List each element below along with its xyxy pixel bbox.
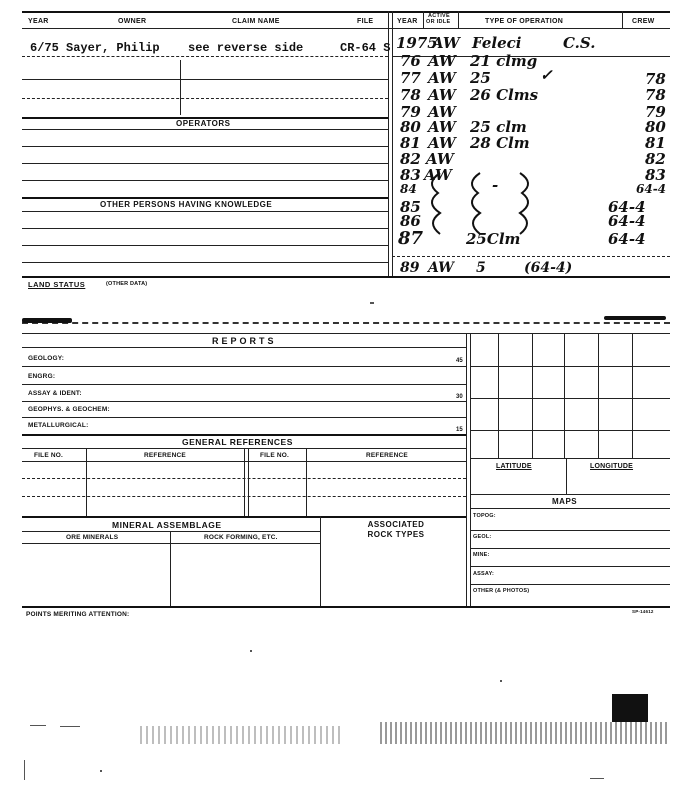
maps-heading: MAPS (552, 497, 578, 506)
op-status: AW (428, 134, 456, 152)
longitude-label: LONGITUDE (590, 463, 634, 470)
op-type: 25 clm (470, 118, 527, 136)
latitude-label: LATITUDE (496, 463, 532, 470)
ore-minerals-col: ORE MINERALS (66, 534, 119, 541)
op-type: Feleci (472, 34, 522, 52)
op-crew: 80 (645, 118, 666, 136)
gen-ref-col-reference: REFERENCE (144, 452, 186, 459)
report-metallurgical-num: 15 (456, 427, 463, 433)
gen-ref-col-file-no: FILE NO. (34, 452, 64, 459)
op-crew: 64-4 (608, 212, 646, 230)
report-engrg: ENGRG: (28, 373, 56, 380)
op-crew: 83 (645, 166, 666, 184)
op-crew: 78 (645, 86, 666, 104)
op-extra: (64-4) (524, 260, 573, 276)
op-crew: 78 (645, 70, 666, 88)
op-year: 83 (400, 166, 421, 184)
header-owner: OWNER (118, 18, 147, 25)
brace-scribbles (420, 168, 580, 238)
header-type-of-operation: TYPE OF OPERATION (485, 18, 564, 25)
op-type: 28 Clm (470, 134, 530, 152)
op-status: AW (424, 166, 452, 184)
header-year: YEAR (28, 18, 49, 25)
scan-noise-band-left (140, 726, 340, 744)
land-status-sub: (OTHER DATA) (106, 281, 148, 287)
op-extra: ✓ (540, 66, 553, 84)
op-status: AW (428, 52, 456, 70)
op-status: AW (428, 260, 454, 276)
header-crew: CREW (632, 18, 655, 25)
report-assay-num: 30 (456, 394, 463, 400)
maps-assay: ASSAY: (473, 571, 495, 577)
claim-name-entry: see reverse side (188, 41, 304, 55)
form-number: SP-14612 (632, 609, 654, 614)
scan-noise-band-right (380, 722, 670, 744)
header-active: ACTIVE (428, 13, 450, 19)
maps-mine: MINE: (473, 552, 490, 558)
op-status: AW (428, 118, 456, 136)
op-status: AW (428, 69, 456, 87)
report-geology-num: 45 (456, 358, 463, 364)
report-geophys: GEOPHYS. & GEOCHEM: (28, 406, 110, 413)
header-or-idle: OR IDLE (426, 19, 451, 25)
op-status: AW (432, 34, 460, 52)
op-type: 25Clm (466, 230, 521, 248)
op-crew: 82 (645, 150, 666, 168)
owner-entry: 6/75 Sayer, Philip (30, 41, 160, 55)
op-year: 84 (400, 182, 417, 196)
mineral-assemblage-heading: MINERAL ASSEMBLAGE (112, 520, 222, 530)
header-file: FILE (357, 18, 374, 25)
header-year-2: YEAR (397, 18, 418, 25)
file-entry: CR-64 S (340, 41, 391, 55)
report-geology: GEOLOGY: (28, 355, 65, 362)
op-year: 82 (400, 150, 421, 168)
scan-black-block (612, 694, 648, 722)
op-year: 87 (398, 228, 424, 249)
op-crew: 81 (645, 134, 666, 152)
rock-forming-col: ROCK FORMING, ETC. (204, 534, 278, 541)
op-type: 21 clmg (470, 52, 538, 70)
scan-mark-right (604, 316, 666, 320)
op-status: AW (428, 86, 456, 104)
op-type: - (492, 176, 499, 194)
gen-ref-col-file-no-2: FILE NO. (260, 452, 290, 459)
maps-other: OTHER (& PHOTOS) (473, 588, 530, 594)
report-metallurgical: METALLURGICAL: (28, 422, 89, 429)
op-year: 89 (400, 260, 420, 276)
land-status-heading: LAND STATUS (28, 280, 86, 289)
op-status: AW (428, 103, 456, 121)
scan-mark-left (22, 318, 72, 323)
op-year: 78 (400, 86, 421, 104)
op-type: 5 (476, 260, 486, 276)
gen-ref-col-reference-2: REFERENCE (366, 452, 408, 459)
op-status: AW (426, 150, 454, 168)
op-crew: 64-4 (636, 182, 667, 196)
op-year: 76 (400, 52, 421, 70)
op-year: 79 (400, 103, 421, 121)
op-year: 81 (400, 134, 421, 152)
other-persons-heading: OTHER PERSONS HAVING KNOWLEDGE (100, 200, 273, 209)
op-crew: 64-4 (608, 198, 646, 216)
operators-heading: OPERATORS (176, 119, 231, 128)
header-claim-name: CLAIM NAME (232, 18, 280, 25)
associated-rock-types-heading: ASSOCIATED ROCK TYPES (367, 520, 425, 539)
op-type: 25 (470, 69, 491, 87)
general-references-heading: GENERAL REFERENCES (182, 437, 293, 447)
points-meriting-attention-label: POINTS MERITING ATTENTION: (26, 611, 130, 618)
op-crew: 79 (645, 103, 666, 121)
report-assay: ASSAY & IDENT: (28, 390, 82, 397)
op-year: 77 (400, 69, 421, 87)
op-year: 86 (400, 212, 421, 230)
op-crew: 64-4 (608, 230, 646, 248)
op-type: 26 Clms (470, 86, 539, 104)
op-year: 80 (400, 118, 421, 136)
op-year: 85 (400, 198, 421, 216)
op-year: 1975 (396, 34, 438, 52)
maps-geol: GEOL: (473, 534, 492, 540)
reports-heading: REPORTS (212, 336, 277, 346)
op-extra: C.S. (563, 34, 596, 52)
maps-topog: TOPOG: (473, 513, 496, 519)
